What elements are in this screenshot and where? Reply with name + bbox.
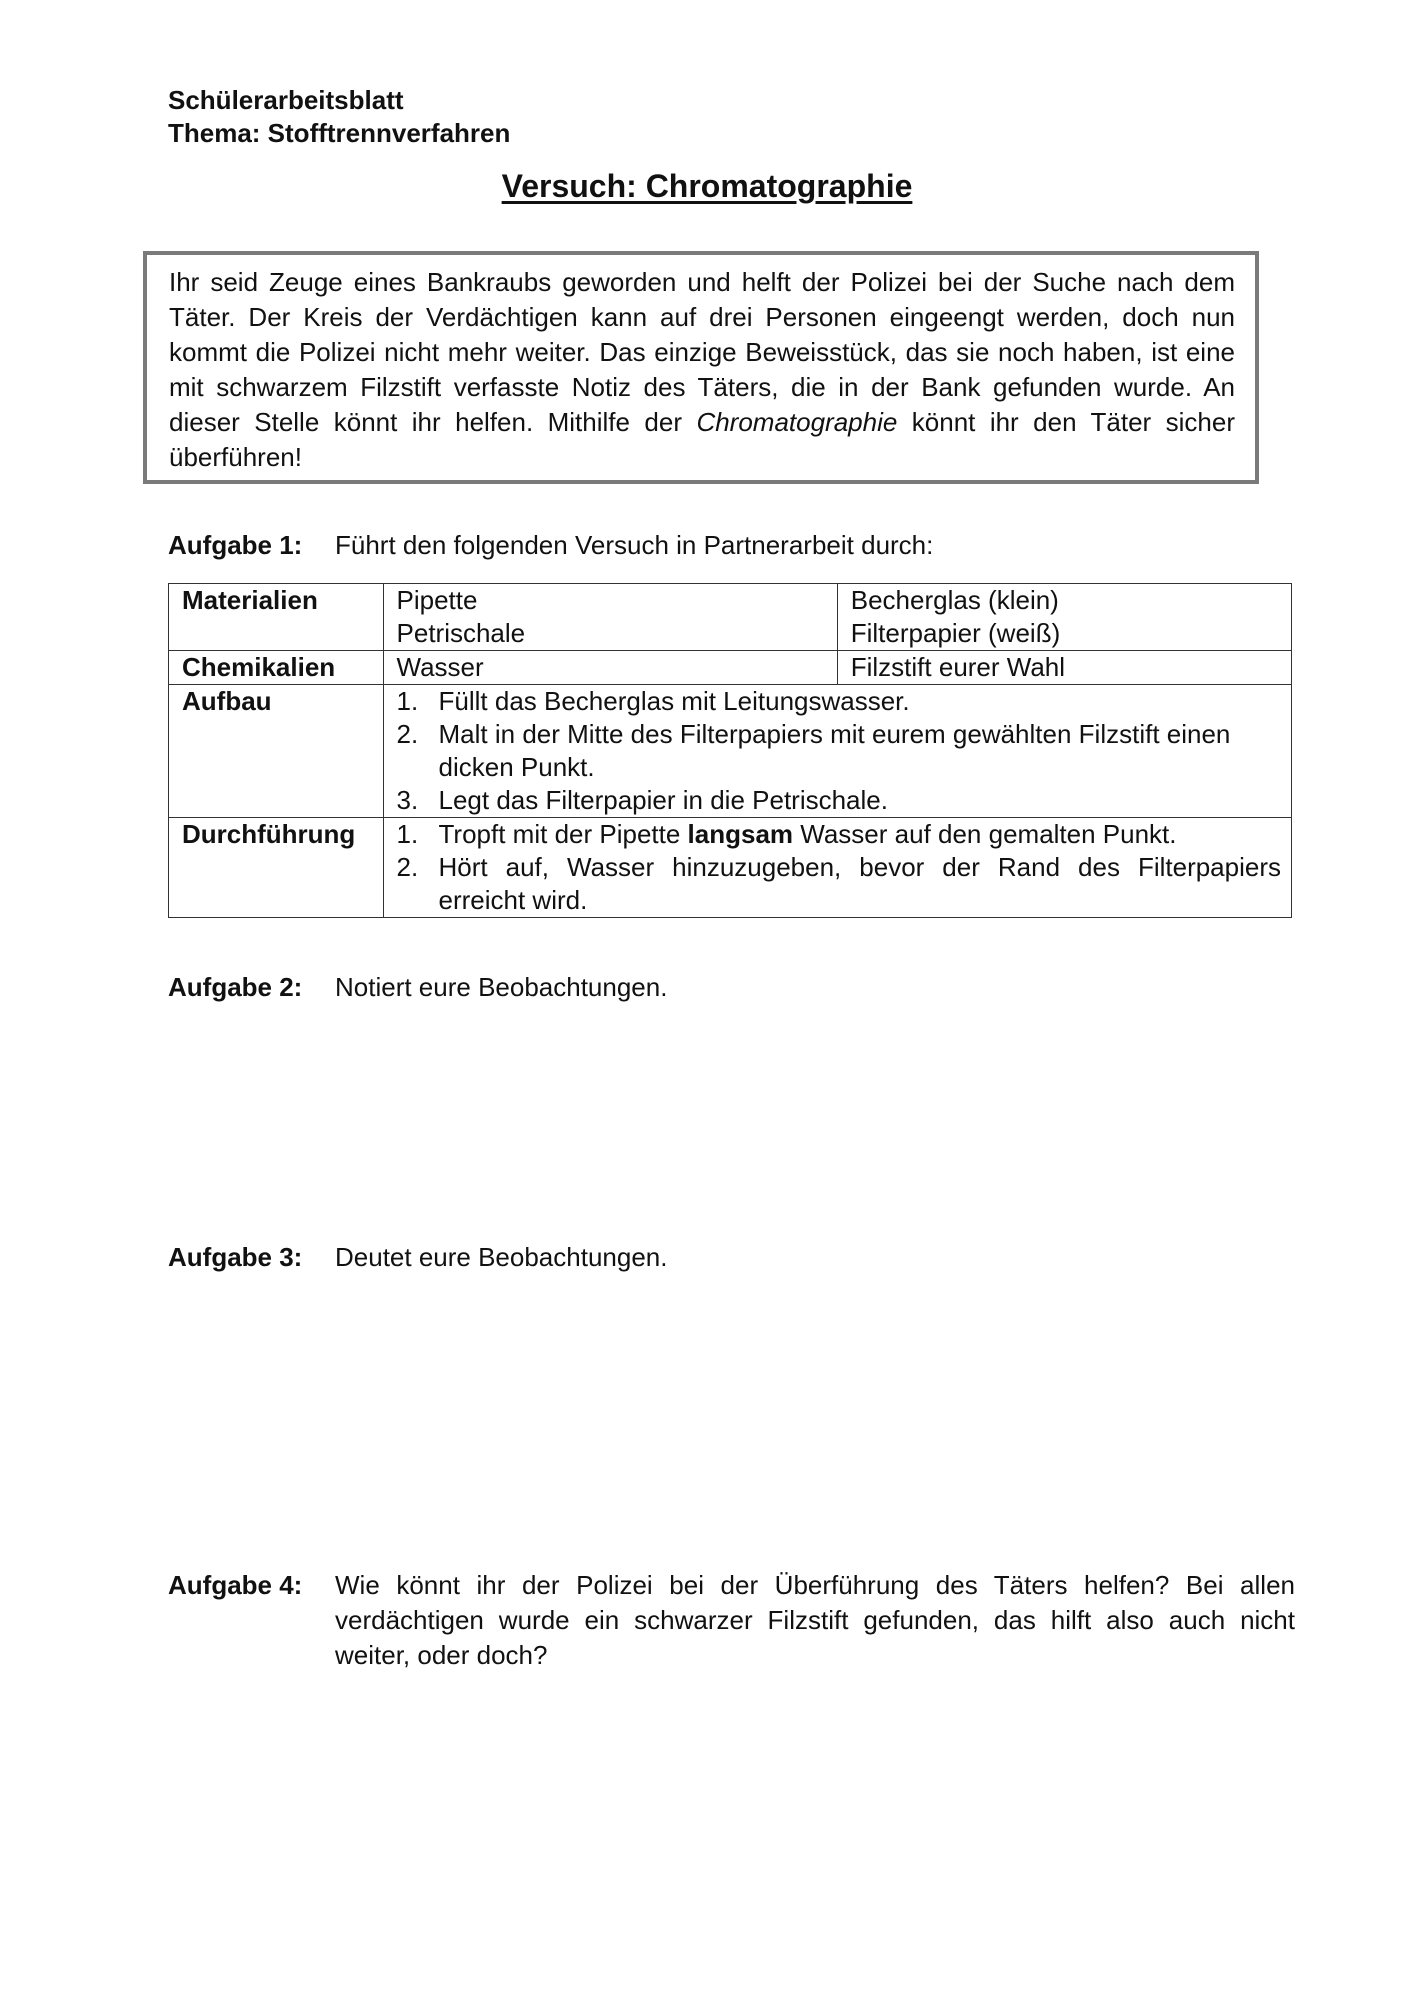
story-text-part1: Ihr seid Zeuge eines Bankraubs geworden und helft der Polizei bei der Suche nach dem Täter. Der Kreis der Verdächtigen kann auf drei Personen eingeengt werden, doch nun kommt die Polizei nicht mehr weiter. Das einzige Beweisstück, das sie noch haben, ist eine mit schwarzem Filzstift verfasste Notiz des Täters, die in der Bank gefunden wurde. An dieser Stelle könnt ihr helfen. Mithilfe der [169,267,1235,437]
step-text: Hört auf, Wasser hinzuzugeben, bevor der Rand des Filterpapiers erreicht wird. [438,852,1281,915]
material-item: Filterpapier (weiß) [850,618,1061,648]
step-text: Malt in der Mitte des Filterpapiers mit eurem gewählten Filzstift einen dicken Punkt. [438,719,1231,782]
material-item: Becherglas (klein) [850,585,1059,615]
step-number: 1. [396,686,419,716]
step-text: Füllt das Becherglas mit Leitungswasser. [438,686,910,716]
table-row-procedure [169,818,1292,918]
materials-label: Materialien [169,584,384,651]
setup-step [397,685,1281,718]
story-emphasis: Chromatographie [696,407,898,437]
step-number: 2. [396,719,419,749]
step-number: 3. [396,785,419,815]
step-text: Legt das Filterpapier in die Petrischale. [438,785,888,815]
task-1-text: Führt den folgenden Versuch in Partnerarbeit durch: [335,530,934,560]
material-item: Pipette [396,585,478,615]
task-4-label: Aufgabe 4: [168,1570,303,1600]
table-row-materials [169,584,1292,651]
setup-step [397,718,1281,784]
setup-label: Aufbau [169,685,384,818]
experiment-table [168,583,1292,918]
procedure-label: Durchführung [169,818,384,918]
procedure-step [397,818,1281,851]
worksheet-type: Schülerarbeitsblatt [168,85,404,115]
chemicals-label: Chemikalien [169,651,384,685]
procedure-step [397,851,1281,917]
task-2-text: Notiert eure Beobachtungen. [335,972,668,1002]
setup-step [397,784,1281,817]
task-4-text: Wie könnt ihr der Polizei bei der Überführung des Täters helfen? Bei allen verdächtigen wurde ein schwarzer Filzstift gefunden, das hilft also auch nicht weiter, oder doch? [335,1570,1295,1670]
material-item: Petrischale [396,618,526,648]
step-number: 1. [396,819,419,849]
step-text-after: Wasser auf den gemalten Punkt. [793,819,1177,849]
chemical-item: Filzstift eurer Wahl [837,651,1291,685]
story-box [143,251,1259,484]
table-row-chemicals [169,651,1292,685]
task-2-label: Aufgabe 2: [168,972,303,1002]
page-title: Versuch: Chromatographie [501,168,913,204]
step-number: 2. [396,852,419,882]
worksheet-topic: Thema: Stofftrennverfahren [168,118,511,148]
materials-col2 [837,584,1291,651]
setup-steps [383,685,1291,818]
chemical-item: Wasser [383,651,837,685]
story-text-part2: könnt ihr den Täter sicher überführen! [169,407,1235,472]
materials-col1 [383,584,837,651]
task-3-text: Deutet eure Beobachtungen. [335,1242,668,1272]
step-text-bold: langsam [687,819,794,849]
task-1-label: Aufgabe 1: [168,530,303,560]
task-3-label: Aufgabe 3: [168,1242,303,1272]
step-text-before: Tropft mit der Pipette [438,819,688,849]
table-row-setup [169,685,1292,818]
procedure-steps [383,818,1291,918]
